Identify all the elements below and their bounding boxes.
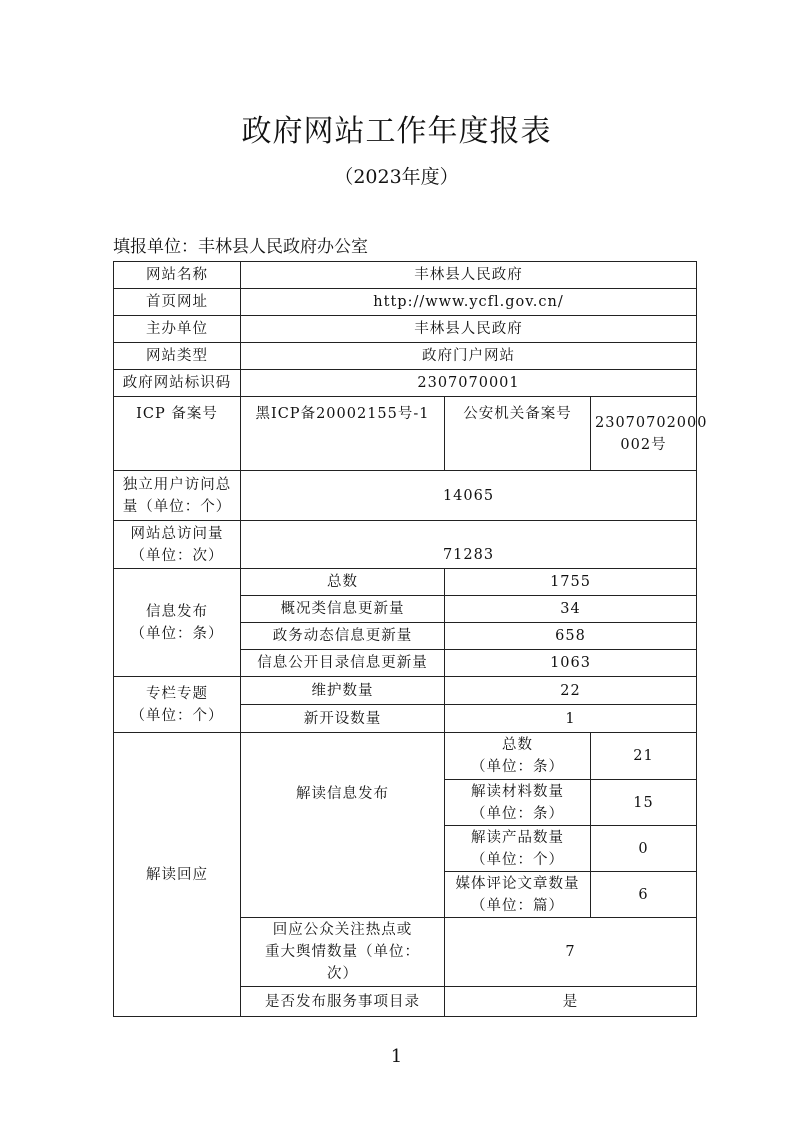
columns-new-value: 1	[445, 705, 697, 733]
interp-product-label-line2: （单位：个）	[471, 851, 564, 868]
icp-value: 黑ICP备20002155号-1	[241, 397, 445, 471]
info-catalog-value: 1063	[445, 650, 697, 677]
page-title: 政府网站工作年度报表	[241, 114, 552, 149]
columns-new-label: 新开设数量	[241, 705, 445, 733]
info-total-value: 1755	[445, 569, 697, 596]
info-total-label: 总数	[241, 569, 445, 596]
table-row	[114, 316, 697, 343]
interp-media-value: 6	[591, 872, 697, 918]
hotspot-label-line2: 重大舆情数量（单位：	[265, 944, 420, 960]
interp-total-label-line1: 总数	[502, 737, 533, 753]
sponsor-value: 丰林县人民政府	[241, 316, 697, 343]
service-catalog-value: 是	[445, 987, 697, 1017]
columns-label-line2: （单位：个）	[130, 707, 224, 724]
interp-media-label-line1: 媒体评论文章数量	[455, 875, 580, 892]
unique-visitors-label-line1: 独立用户访问总	[122, 476, 232, 493]
page-subtitle: （2023年度）	[334, 166, 459, 188]
table-row	[114, 397, 697, 471]
interp-product-value: 0	[591, 826, 697, 872]
table-row	[114, 289, 697, 316]
interp-material-label	[445, 780, 591, 826]
interp-media-label	[445, 872, 591, 918]
info-dynamics-label: 政务动态信息更新量	[241, 623, 445, 650]
interp-product-label	[445, 826, 591, 872]
home-url-label: 首页网址	[114, 289, 241, 316]
table-row	[114, 677, 697, 705]
site-name-value: 丰林县人民政府	[241, 262, 697, 289]
site-type-value: 政府门户网站	[241, 343, 697, 370]
site-type-label: 网站类型	[114, 343, 241, 370]
page-number: 1	[390, 1046, 403, 1067]
interp-total-label	[445, 733, 591, 780]
columns-label	[114, 677, 241, 733]
site-id-label: 政府网站标识码	[114, 370, 241, 397]
site-name-label: 网站名称	[114, 262, 241, 289]
info-overview-label: 概况类信息更新量	[241, 596, 445, 623]
hotspot-value: 7	[445, 918, 697, 987]
hotspot-label-line3: 次）	[327, 966, 358, 982]
interp-total-label-line2: （单位：条）	[471, 759, 564, 775]
police-record-value	[591, 397, 708, 471]
interp-material-label-line2: （单位：条）	[471, 805, 564, 822]
sponsor-label: 主办单位	[114, 316, 241, 343]
interp-media-label-line2: （单位：篇）	[471, 897, 564, 914]
filling-unit: 填报单位：丰林县人民政府办公室	[113, 237, 368, 257]
report-table	[113, 261, 708, 1017]
site-id-value: 2307070001	[241, 370, 697, 397]
unique-visitors-value: 14065	[241, 471, 697, 521]
police-record-label: 公安机关备案号	[445, 397, 591, 471]
police-record-value-line1: 23070702000	[595, 414, 708, 431]
info-release-label-line1: 信息发布	[146, 603, 208, 620]
unique-visitors-label	[114, 471, 241, 521]
table-row	[114, 569, 697, 596]
info-dynamics-value: 658	[445, 623, 697, 650]
table-row	[114, 521, 697, 569]
hotspot-label	[241, 918, 445, 987]
info-release-label	[114, 569, 241, 677]
total-visits-label	[114, 521, 241, 569]
interpretation-label: 解读回应	[114, 733, 241, 1017]
interp-total-value: 21	[591, 733, 697, 780]
table-row	[114, 343, 697, 370]
total-visits-label-line1: 网站总访问量	[130, 525, 224, 542]
interpretation-release-label: 解读信息发布	[241, 733, 445, 918]
interp-material-label-line1: 解读材料数量	[471, 783, 564, 800]
police-record-value-line2: 002号	[620, 436, 667, 453]
table-row	[114, 471, 697, 521]
table-row	[114, 262, 697, 289]
hotspot-label-line1: 回应公众关注热点或	[272, 922, 413, 938]
interp-product-label-line1: 解读产品数量	[471, 829, 564, 846]
icp-label: ICP 备案号	[114, 397, 241, 471]
info-catalog-label: 信息公开目录信息更新量	[241, 650, 445, 677]
columns-maintain-value: 22	[445, 677, 697, 705]
table-row	[114, 733, 697, 780]
total-visits-value: 71283	[241, 521, 697, 569]
info-release-label-line2: （单位：条）	[130, 625, 224, 642]
table-row	[114, 370, 697, 397]
total-visits-label-line2: （单位：次）	[130, 547, 224, 564]
info-overview-value: 34	[445, 596, 697, 623]
columns-label-line1: 专栏专题	[146, 685, 208, 702]
interp-material-value: 15	[591, 780, 697, 826]
columns-maintain-label: 维护数量	[241, 677, 445, 705]
unique-visitors-label-line2: 量（单位：个）	[122, 498, 232, 515]
service-catalog-label: 是否发布服务事项目录	[241, 987, 445, 1017]
home-url-value: http://www.ycfl.gov.cn/	[241, 289, 697, 316]
